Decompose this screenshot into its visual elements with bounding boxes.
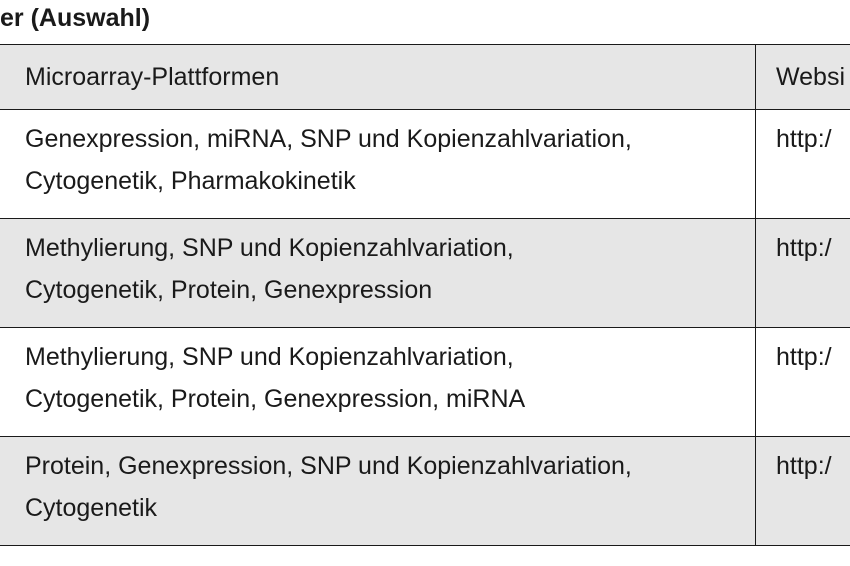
platforms-cell [0, 328, 756, 437]
table-header-row [0, 45, 850, 110]
table-row [0, 328, 850, 437]
header-label-website: Websi [776, 63, 846, 91]
platforms-text-line: Cytogenetik, Protein, Genexpression [25, 276, 433, 304]
platforms-text-line: Protein, Genexpression, SNP und Kopienzahlvariation, [25, 452, 632, 480]
platforms-text-line: Cytogenetik [25, 494, 158, 522]
platforms-cell [0, 110, 756, 219]
platforms-text-line: Cytogenetik, Pharmakokinetik [25, 167, 356, 195]
website-cell [756, 437, 850, 546]
website-link[interactable]: http:/ [776, 125, 832, 153]
website-cell [756, 110, 850, 219]
platforms-text-line: Genexpression, miRNA, SNP und Kopienzahlvariation, [25, 125, 632, 153]
platforms-text-line: Cytogenetik, Protein, Genexpression, miRNA [25, 385, 526, 413]
header-cell-platforms [0, 45, 756, 110]
website-cell [756, 328, 850, 437]
website-link[interactable]: http:/ [776, 234, 832, 262]
table-row [0, 110, 850, 219]
header-cell-website [756, 45, 850, 110]
website-cell [756, 219, 850, 328]
platforms-table [0, 44, 850, 546]
table-row [0, 219, 850, 328]
platforms-text-line: Methylierung, SNP und Kopienzahlvariation, [25, 234, 514, 262]
header-label-platforms: Microarray-Plattformen [25, 63, 280, 91]
table-caption: er (Auswahl) [0, 4, 151, 32]
website-link[interactable]: http:/ [776, 452, 832, 480]
table-row [0, 437, 850, 546]
platforms-text-line: Methylierung, SNP und Kopienzahlvariation, [25, 343, 514, 371]
platforms-cell [0, 219, 756, 328]
website-link[interactable]: http:/ [776, 343, 832, 371]
platforms-cell [0, 437, 756, 546]
